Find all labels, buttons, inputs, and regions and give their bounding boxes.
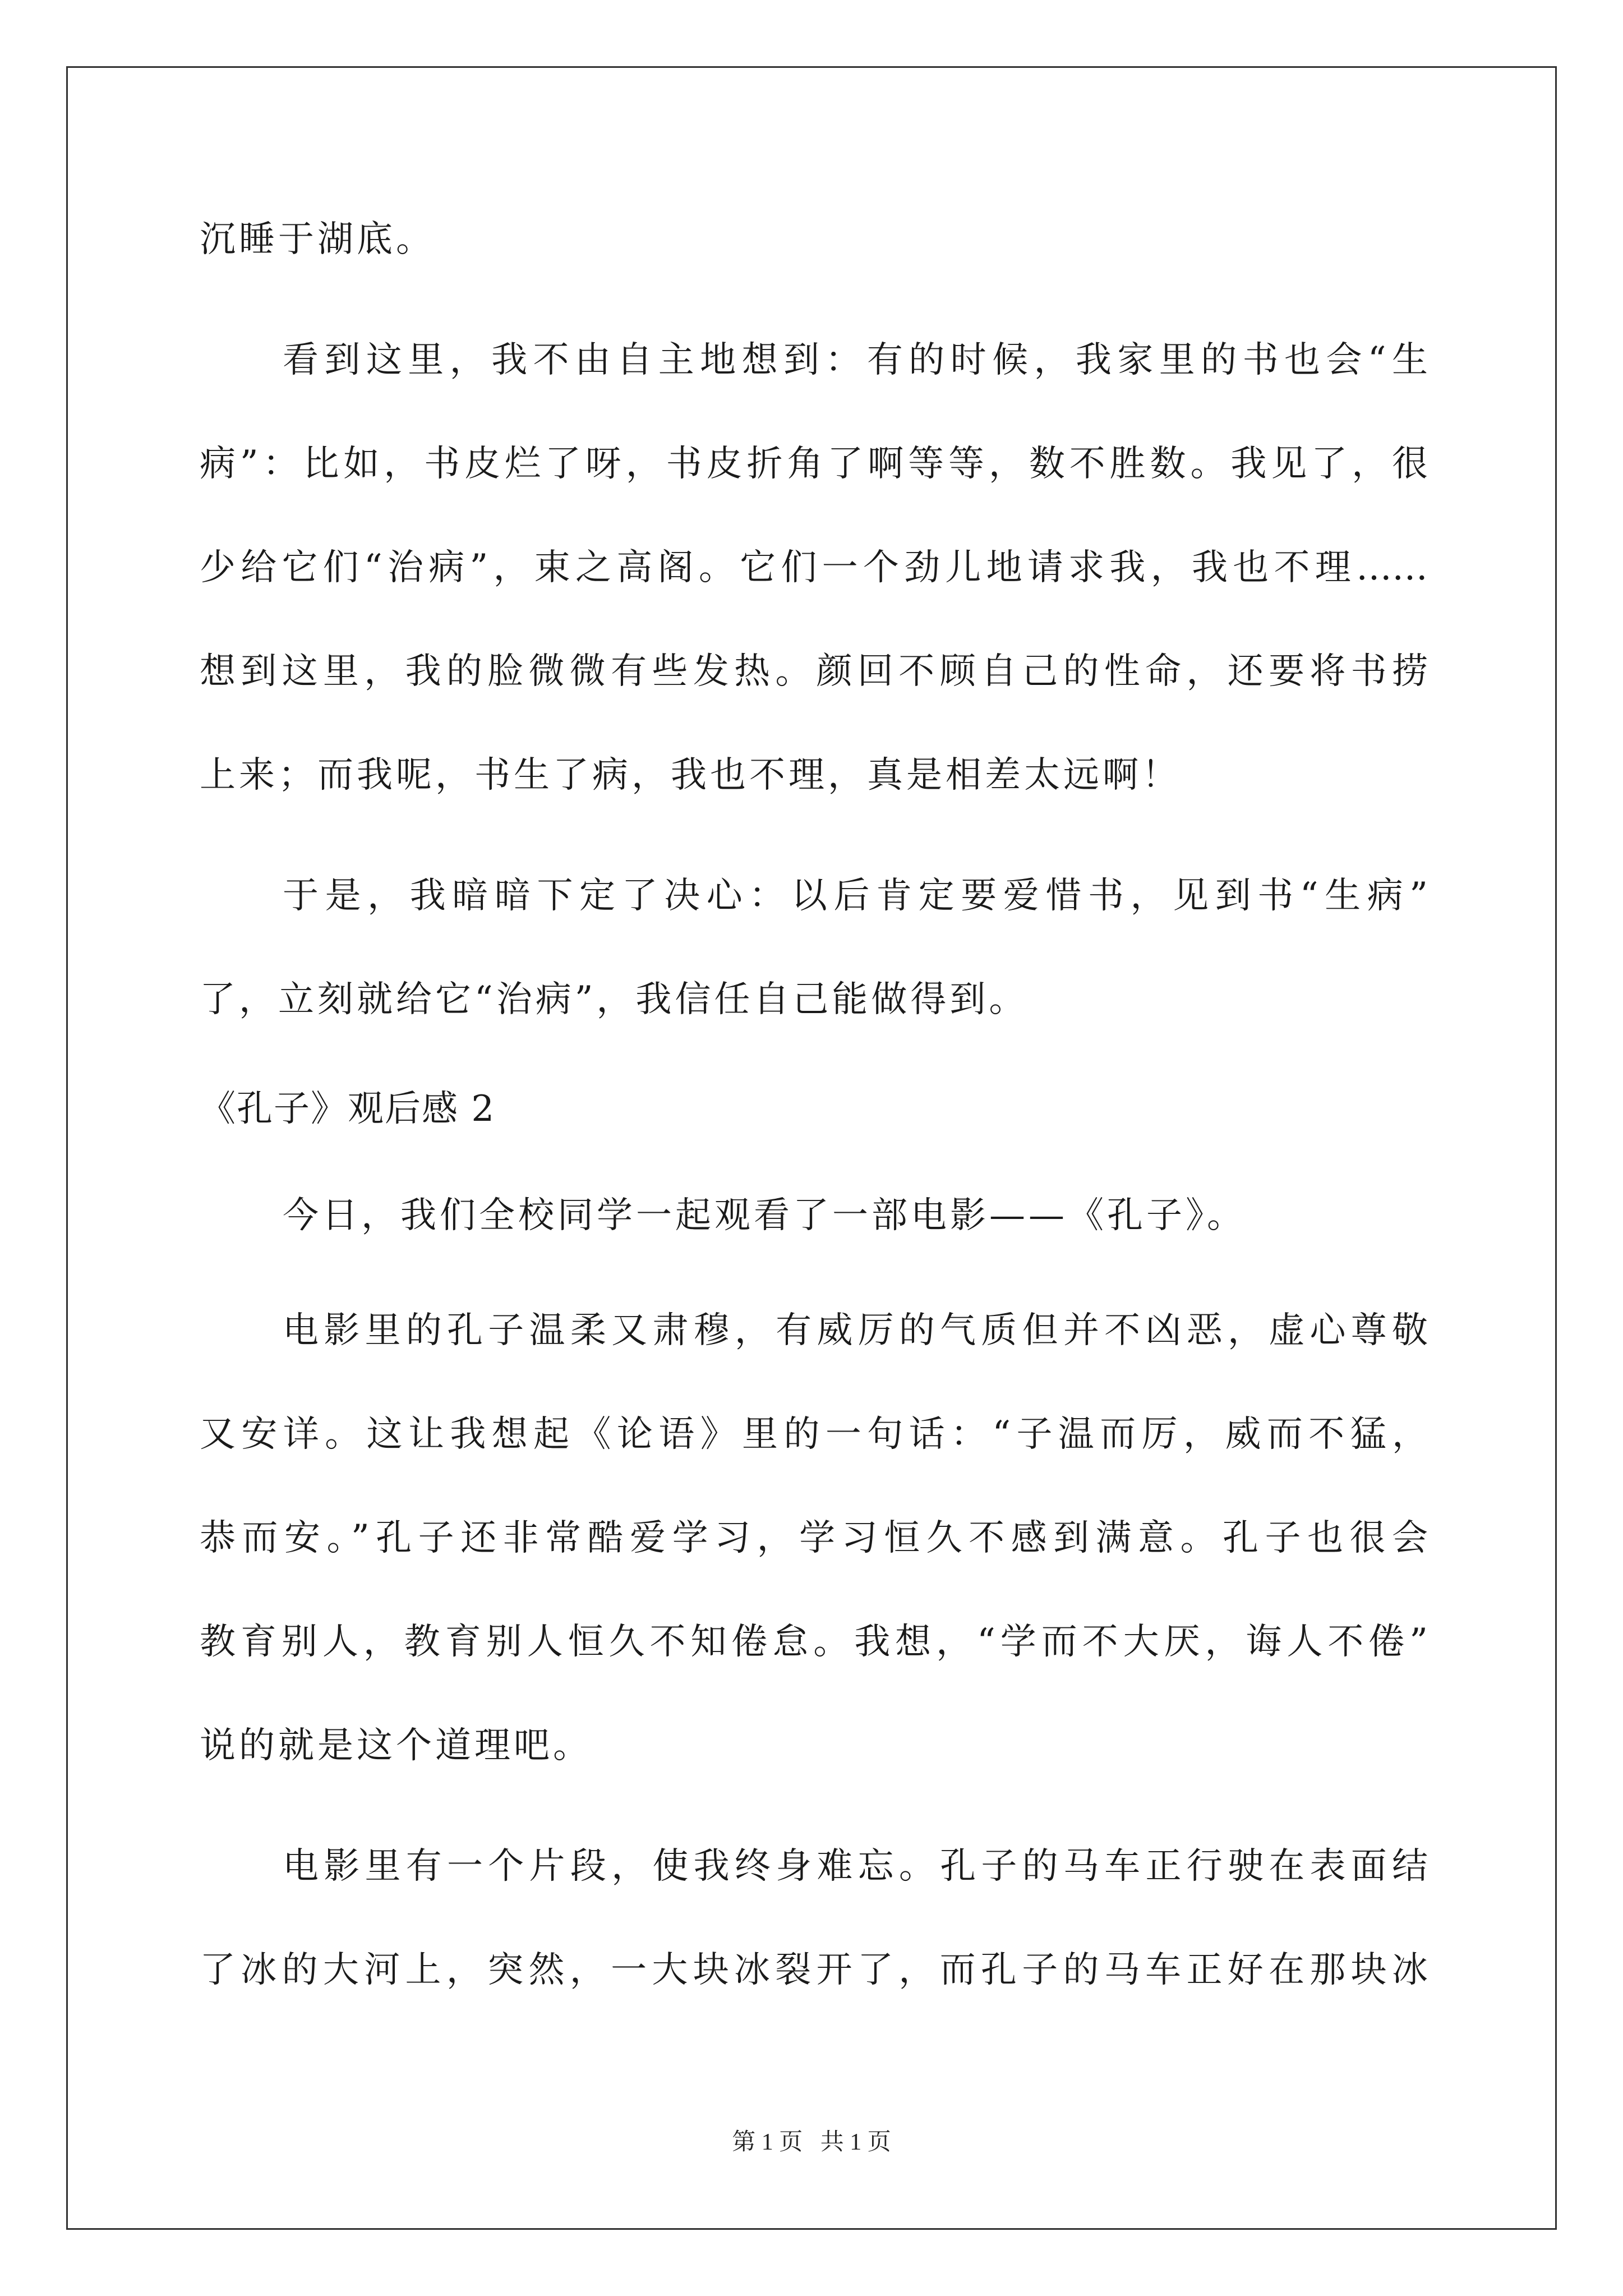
paragraph-line: 又安详。这让我想起《论语》里的一句话：“子温而厉，威而不猛，: [200, 1414, 1428, 1455]
paragraph-line: 了，立刻就给它“治病”，我信任自己能做得到。: [200, 979, 1029, 1020]
page-number-footer: 第 1 页 共 1 页: [732, 2129, 891, 2155]
paragraph-line: 病”：比如，书皮烂了呀，书皮折角了啊等等，数不胜数。我见了，很: [200, 443, 1428, 485]
paragraph-line: 今日，我们全校同学一起观看了一部电影——《孔子》。: [283, 1195, 1246, 1236]
paragraph-line: 于是，我暗暗下定了决心：以后肯定要爱惜书，见到书“生病”: [283, 875, 1428, 917]
paragraph-line: 电影里的孔子温柔又肃穆，有威厉的气质但并不凶恶，虚心尊敬: [283, 1310, 1428, 1351]
section-heading: 《孔子》观后感 2: [200, 1088, 496, 1130]
page-border: [66, 66, 1557, 2230]
paragraph-line: 了冰的大河上，突然，一大块冰裂开了，而孔子的马车正好在那块冰: [200, 1949, 1428, 1991]
paragraph-line: 说的就是这个道理吧。: [200, 1725, 592, 1766]
paragraph-line: 电影里有一个片段，使我终身难忘。孔子的马车正行驶在表面结: [283, 1846, 1428, 1887]
paragraph-line: 看到这里，我不由自主地想到：有的时候，我家里的书也会“生: [283, 339, 1428, 381]
paragraph-line: 恭而安。”孔子还非常酷爱学习，学习恒久不感到满意。孔子也很会: [200, 1517, 1428, 1559]
paragraph-line: 想到这里，我的脸微微有些发热。颜回不顾自己的性命，还要将书捞: [200, 651, 1428, 692]
paragraph-line: 教育别人，教育别人恒久不知倦怠。我想，“学而不大厌，诲人不倦”: [200, 1621, 1428, 1663]
paragraph-line: 沉睡于湖底。: [200, 219, 435, 260]
paragraph-line: 上来；而我呢，书生了病，我也不理，真是相差太远啊！: [200, 754, 1181, 796]
paragraph-line: 少给它们“治病”，束之高阁。它们一个劲儿地请求我，我也不理……: [200, 547, 1428, 588]
